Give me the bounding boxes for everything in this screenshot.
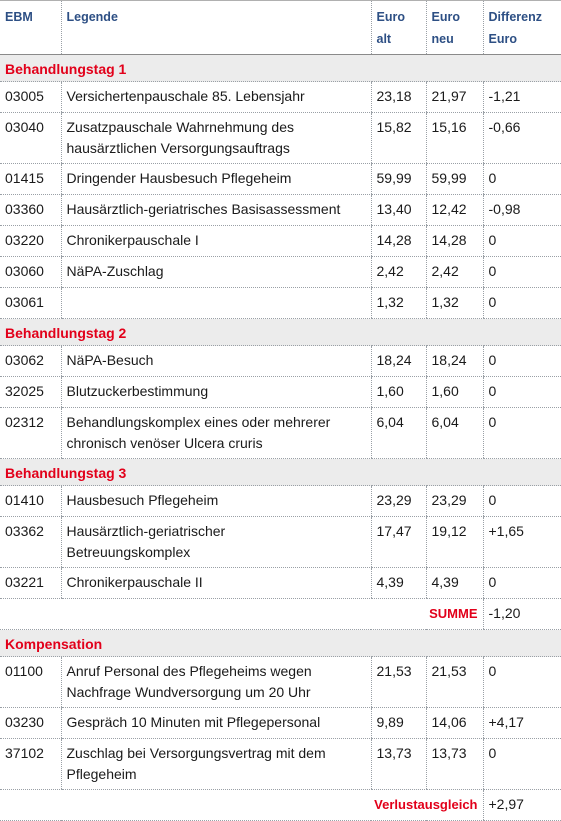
header-euro-alt-line2: alt [376, 32, 392, 46]
cell-euro-alt: 59,99 [371, 164, 426, 195]
section-title: Behandlungstag 1 [0, 55, 561, 82]
cell-differenz: +4,17 [483, 708, 561, 739]
cell-differenz: 0 [483, 657, 561, 708]
header-differenz-line2: Euro [488, 32, 517, 46]
header-euro-neu-line2: neu [431, 32, 454, 46]
cell-euro-alt: 2,42 [371, 257, 426, 288]
section-header-row [0, 459, 561, 486]
cell-ebm-code: 03230 [0, 708, 61, 739]
cell-euro-alt: 4,39 [371, 568, 426, 599]
cell-euro-alt: 1,60 [371, 377, 426, 408]
cell-differenz: -0,66 [483, 113, 561, 164]
cell-differenz: 0 [483, 486, 561, 517]
cell-ebm-code: 03040 [0, 113, 61, 164]
legende-line: Zuschlag bei Versorgungsvertrag mit dem [66, 745, 326, 761]
cell-ebm-code: 03220 [0, 226, 61, 257]
cell-ebm-code: 03360 [0, 195, 61, 226]
cell-euro-alt: 13,73 [371, 739, 426, 790]
cell-differenz: -1,21 [483, 82, 561, 113]
cell-ebm-code: 37102 [0, 739, 61, 790]
cell-euro-neu: 19,12 [426, 517, 483, 568]
cell-euro-neu: 4,39 [426, 568, 483, 599]
summary-row [0, 599, 561, 630]
summary-value: -1,20 [483, 599, 561, 630]
legende-line: Zusatzpauschale Wahrnehmung des [66, 119, 294, 135]
legende-line: Chronikerpauschale II [66, 574, 203, 590]
summary-label: Verlustausgleich [0, 790, 483, 821]
cell-legende [61, 82, 371, 113]
header-differenz-line1: Differenz [488, 10, 542, 24]
section-header-row [0, 630, 561, 657]
header-ebm-label: EBM [5, 10, 33, 24]
table-body [0, 55, 561, 821]
cell-legende [61, 708, 371, 739]
header-euro-alt-line1: Euro [376, 10, 405, 24]
cell-differenz: +1,65 [483, 517, 561, 568]
cell-euro-alt: 6,04 [371, 408, 426, 459]
cell-euro-alt: 17,47 [371, 517, 426, 568]
legende-line: Betreuungskomplex [66, 544, 191, 560]
header-legende [61, 1, 371, 55]
table-row [0, 195, 561, 226]
cell-differenz: 0 [483, 739, 561, 790]
table-row [0, 346, 561, 377]
cell-ebm-code: 03062 [0, 346, 61, 377]
legende-line: Hausärztlich-geriatrisches Basisassessment [66, 201, 341, 217]
cell-legende [61, 657, 371, 708]
legende-line: Anruf Personal des Pflegeheims wegen [66, 663, 312, 679]
table-row [0, 113, 561, 164]
header-ebm [0, 1, 61, 55]
cell-legende [61, 568, 371, 599]
table-row [0, 288, 561, 319]
cell-legende [61, 408, 371, 459]
cell-ebm-code: 01100 [0, 657, 61, 708]
cell-differenz: 0 [483, 377, 561, 408]
section-header-row [0, 55, 561, 82]
cell-legende [61, 346, 371, 377]
table-row [0, 739, 561, 790]
section-title: Behandlungstag 3 [0, 459, 561, 486]
cell-differenz: 0 [483, 226, 561, 257]
cell-legende [61, 377, 371, 408]
cell-ebm-code: 03221 [0, 568, 61, 599]
summary-row [0, 790, 561, 821]
cell-euro-neu: 2,42 [426, 257, 483, 288]
cell-euro-alt: 13,40 [371, 195, 426, 226]
cell-legende [61, 164, 371, 195]
cell-euro-neu: 21,97 [426, 82, 483, 113]
legende-line: Blutzuckerbestimmung [66, 383, 209, 399]
legende-line: Nachfrage Wundversorgung um 20 Uhr [66, 684, 311, 700]
cell-euro-neu: 14,28 [426, 226, 483, 257]
cell-euro-neu: 12,42 [426, 195, 483, 226]
cell-euro-alt: 23,29 [371, 486, 426, 517]
table-row [0, 486, 561, 517]
legende-line: Chronikerpauschale I [66, 232, 199, 248]
cell-ebm-code: 03061 [0, 288, 61, 319]
cell-euro-neu: 1,32 [426, 288, 483, 319]
cell-legende [61, 486, 371, 517]
cell-differenz: 0 [483, 288, 561, 319]
cell-differenz: 0 [483, 568, 561, 599]
legende-line: Gespräch 10 Minuten mit Pflegepersonal [66, 714, 321, 730]
table-row [0, 408, 561, 459]
legende-line: NäPA-Besuch [66, 352, 154, 368]
cell-euro-alt: 14,28 [371, 226, 426, 257]
section-header-row [0, 319, 561, 346]
table-row [0, 517, 561, 568]
cell-ebm-code: 02312 [0, 408, 61, 459]
cell-euro-alt: 1,32 [371, 288, 426, 319]
cell-legende [61, 288, 371, 319]
cell-differenz: 0 [483, 164, 561, 195]
legende-line: Behandlungskomplex eines oder mehrerer [66, 414, 331, 430]
cell-legende [61, 739, 371, 790]
table-row [0, 708, 561, 739]
header-legende-label: Legende [66, 10, 118, 24]
summary-label: SUMME [0, 599, 483, 630]
cell-euro-neu: 6,04 [426, 408, 483, 459]
cell-euro-alt: 21,53 [371, 657, 426, 708]
table-row [0, 257, 561, 288]
header-euro-neu [426, 1, 483, 55]
legende-line: Hausbesuch Pflegeheim [66, 492, 219, 508]
cell-differenz: 0 [483, 346, 561, 377]
cell-euro-neu: 21,53 [426, 657, 483, 708]
cell-euro-neu: 18,24 [426, 346, 483, 377]
cell-euro-alt: 9,89 [371, 708, 426, 739]
cell-legende [61, 257, 371, 288]
cell-ebm-code: 32025 [0, 377, 61, 408]
cell-euro-neu: 14,06 [426, 708, 483, 739]
cell-legende [61, 195, 371, 226]
table-row [0, 657, 561, 708]
table-row [0, 164, 561, 195]
cell-ebm-code: 03060 [0, 257, 61, 288]
cell-euro-alt: 18,24 [371, 346, 426, 377]
header-euro-neu-line1: Euro [431, 10, 460, 24]
cell-ebm-code: 03362 [0, 517, 61, 568]
cell-euro-neu: 15,16 [426, 113, 483, 164]
section-title: Kompensation [0, 630, 561, 657]
cell-legende [61, 113, 371, 164]
cell-differenz: -0,98 [483, 195, 561, 226]
legende-line: chronisch venöser Ulcera cruris [66, 435, 263, 451]
cell-ebm-code: 01410 [0, 486, 61, 517]
cell-ebm-code: 03005 [0, 82, 61, 113]
header-row [0, 1, 561, 55]
header-differenz [483, 1, 561, 55]
cell-euro-alt: 15,82 [371, 113, 426, 164]
table-header [0, 1, 561, 55]
cell-legende [61, 226, 371, 257]
cell-euro-neu: 1,60 [426, 377, 483, 408]
cell-euro-alt: 23,18 [371, 82, 426, 113]
header-euro-alt [371, 1, 426, 55]
cell-ebm-code: 01415 [0, 164, 61, 195]
cell-euro-neu: 59,99 [426, 164, 483, 195]
cell-legende [61, 517, 371, 568]
table-row [0, 377, 561, 408]
cell-euro-neu: 13,73 [426, 739, 483, 790]
legende-line: Versichertenpauschale 85. Lebensjahr [66, 88, 305, 104]
section-title: Behandlungstag 2 [0, 319, 561, 346]
table-row [0, 568, 561, 599]
legende-line: Dringender Hausbesuch Pflegeheim [66, 170, 292, 186]
legende-line: Hausärztlich-geriatrischer [66, 523, 226, 539]
cell-euro-neu: 23,29 [426, 486, 483, 517]
legende-line: Pflegeheim [66, 766, 137, 782]
cell-differenz: 0 [483, 408, 561, 459]
summary-value: +2,97 [483, 790, 561, 821]
table-row [0, 226, 561, 257]
legende-line: NäPA-Zuschlag [66, 263, 164, 279]
cell-differenz: 0 [483, 257, 561, 288]
legende-line: hausärztlichen Versorgungsauftrags [66, 140, 290, 156]
table-row [0, 82, 561, 113]
